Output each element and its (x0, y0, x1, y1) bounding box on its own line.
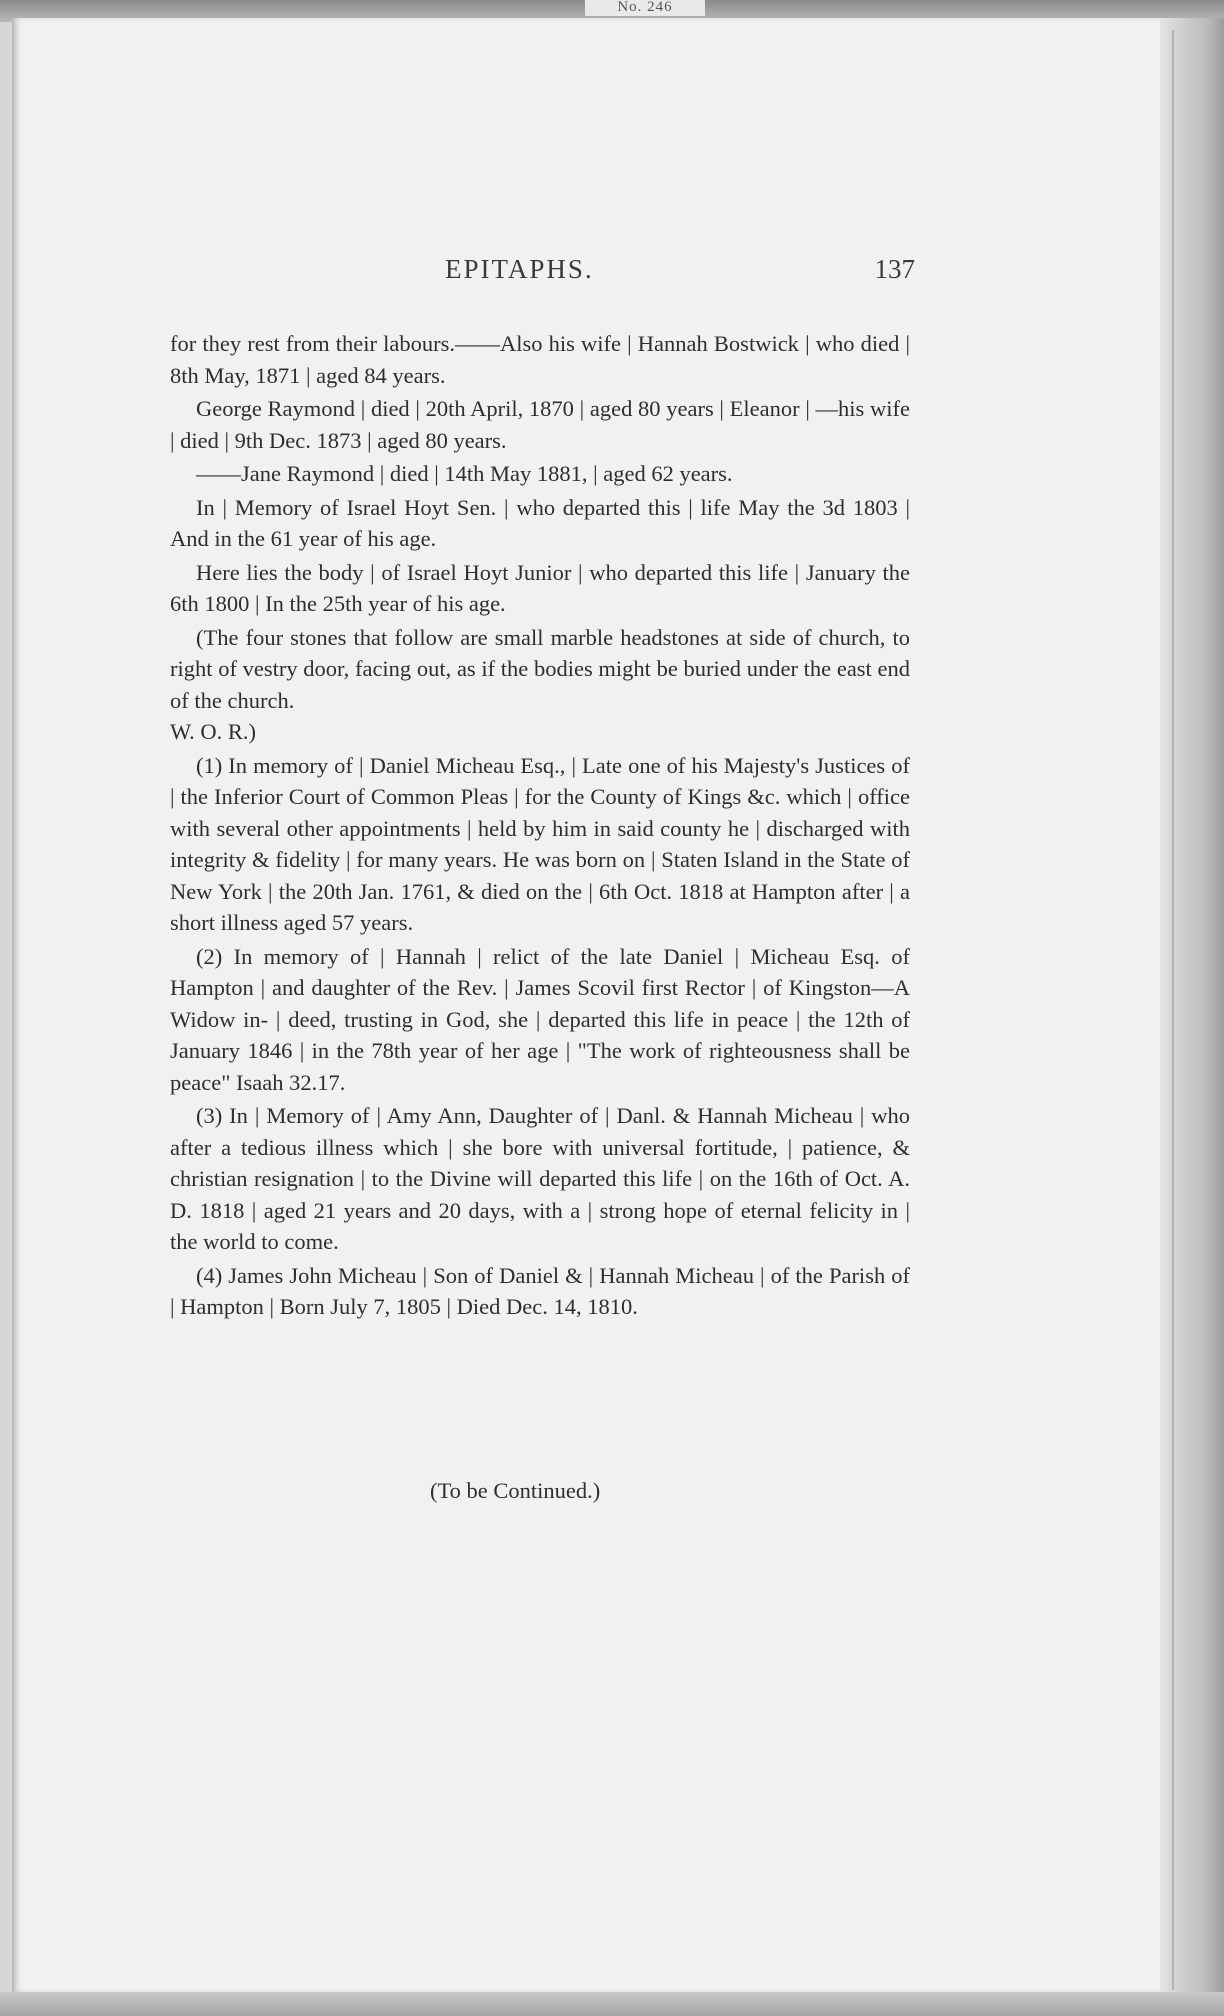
paragraph: George Raymond | died | 20th April, 1870 | aged 80 years | Eleanor | —his wife | died | 9th Dec. 1873 | aged 80 years. (170, 396, 910, 453)
scan-bottom-band (0, 1992, 1224, 2016)
running-head-title: EPITAPHS. (445, 254, 594, 284)
paragraph: In | Memory of Israel Hoyt Sen. | who departed this | life May the 3d 1803 | And in the 61 year of his age. (170, 494, 910, 551)
paragraph: (The four stones that follow are small marble headstones at side of church, to right of vestry door, facing out, as if the bodies might be buried under the east end of the church. (170, 624, 910, 713)
paragraph: Here lies the body | of Israel Hoyt Junior | who departed this life | January the 6th 1800 | In the 25th year of his age. (170, 559, 910, 616)
paragraph: for they rest from their labours.——Also his wife | Hannah Bostwick | who died | 8th May, 1871 | aged 84 years. (170, 331, 910, 388)
paragraph: (2) In memory of | Hannah | relict of the late Daniel | Micheau Esq. of Hampton | and daughter of the Rev. | James Scovil first Rector | of Kingston—A Widow in- | deed, trusting in God, she | departed this life in peace | the 12th of January 1846 | in the 78th year of her age | "The work of righteousness shall be peace" Isaah 32.17. (170, 943, 910, 1095)
epitaph-text-block (170, 328, 910, 1323)
running-head (170, 254, 915, 294)
paragraph: (4) James John Micheau | Son of Daniel & | Hannah Micheau | of the Parish of | Hampton | Born July 7, 1805 | Died Dec. 14, 1810. (170, 1262, 910, 1319)
paragraph: W. O. R.) (170, 719, 257, 744)
paragraph: (1) In memory of | Daniel Micheau Esq., | Late one of his Majesty's Justices of | the Inferior Court of Common Pleas | for the County of Kings &c. which | office with several other appointments | held by him in said county he | discharged with integrity & fidelity | for many years. He was born on | Staten Island in the State of New York | the 20th Jan. 1761, & died on the | 6th Oct. 1818 at Hampton after | a short illness aged 57 years. (170, 752, 910, 935)
to-be-continued-note: (To be Continued.) (430, 1478, 601, 1503)
page-fore-edge (1160, 18, 1224, 2016)
page-edge-line (1172, 30, 1174, 1990)
paragraph: ——Jane Raymond | died | 14th May 1881, | aged 62 years. (196, 461, 733, 486)
paragraph: (3) In | Memory of | Amy Ann, Daughter of | Danl. & Hannah Micheau | who after a tedious illness which | she bore with universal fortitude, | patience, & christian resignation | to the Divine will departed this life | on the 16th of Oct. A. D. 1818 | aged 21 years and 20 days, with a | strong hope of eternal felicity in | the world to come. (170, 1103, 910, 1254)
volume-tab-label: No. 246 (585, 0, 705, 16)
page-number: 137 (874, 254, 915, 284)
